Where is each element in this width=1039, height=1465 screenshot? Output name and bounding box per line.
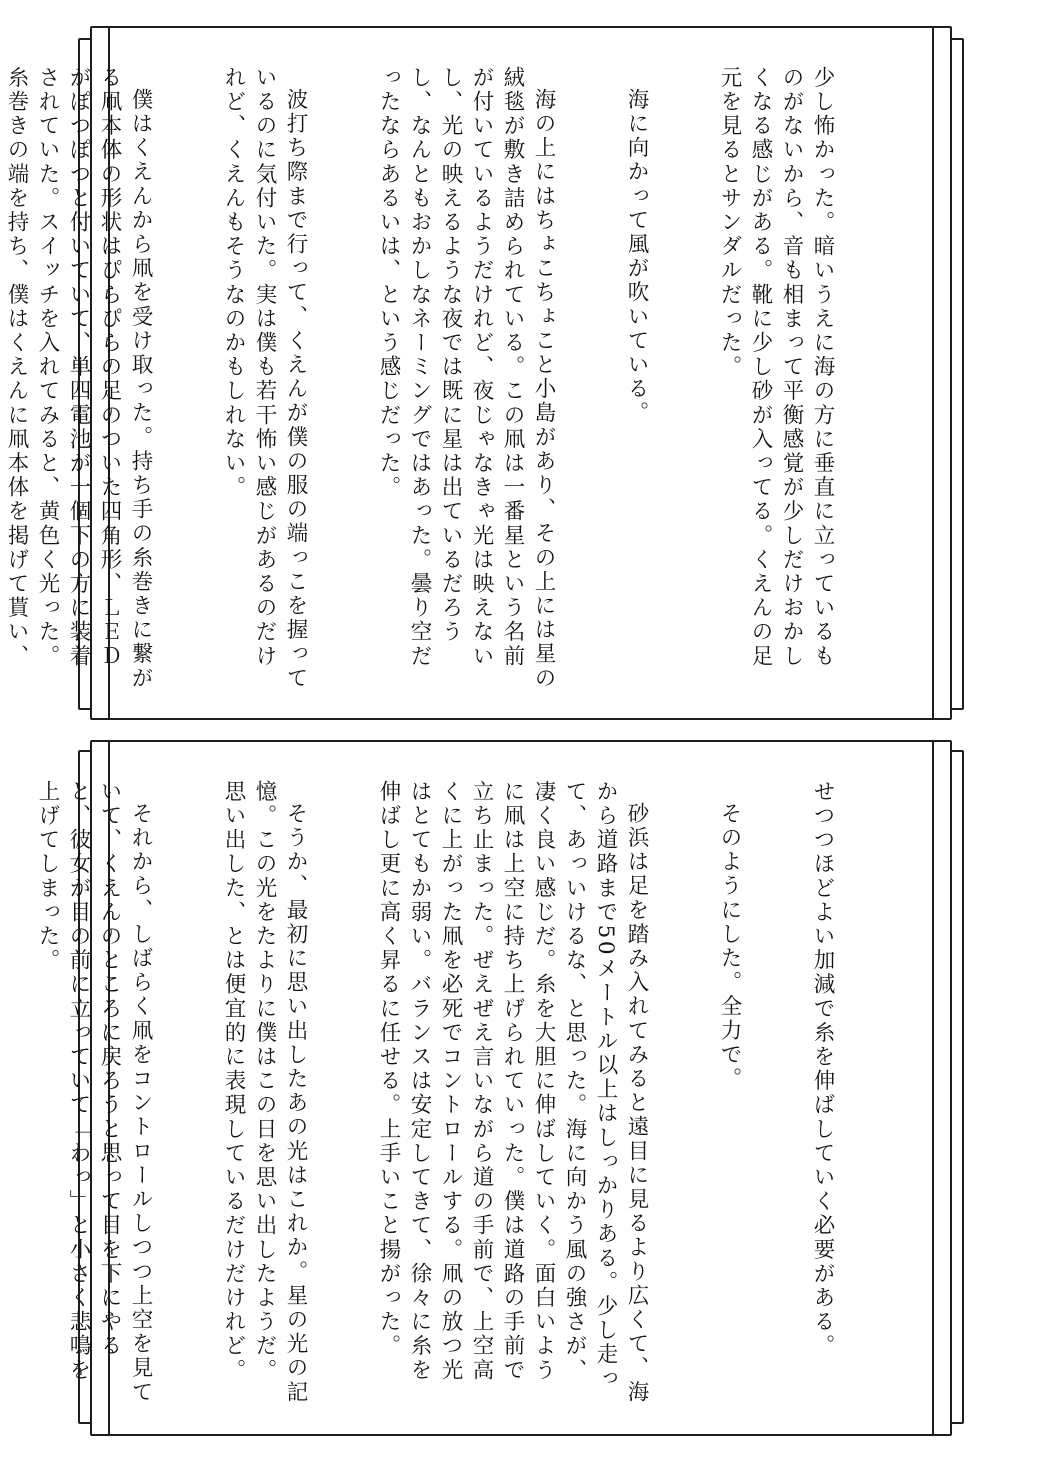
top-vertical-text bbox=[4, 66, 900, 690]
bottom-text-panel bbox=[35, 740, 952, 1436]
bottom-vertical-text bbox=[35, 780, 900, 1406]
top-panel-right-post bbox=[950, 38, 964, 710]
top-text-panel bbox=[4, 26, 952, 720]
bottom-paragraph-5: それから、しばらく凧をコントロールしつつ上空を見ていて、くえんのところに戻ろうと思って目を下にやると、彼女が目の前に立っていて「わっ」と小さく悲鳴を上げてしまった。 bbox=[35, 780, 153, 1404]
bottom-text-area bbox=[35, 780, 900, 1406]
bottom-paragraph-2: そのようにした。全力で。 bbox=[717, 801, 742, 1091]
bottom-paragraph-4: そうか、最初に思い出したあの光はこれか。星の光の記憶。この光をたよりに僕はこの日を思い出したようだ。思い出した、とは便宜的に表現しているだけだけれど。 bbox=[221, 780, 308, 1404]
top-paragraph-5: 僕はくえんから凧を受け取った。持ち手の糸巻きに繋がる凧本体の形状はぴらぴらの足のついた四角形、ＬＥＤがぽつぽつと付いていて、単四電池が一個下の方に装着されていた。スイッチを入れてみると、黄色く光った。糸巻きの端を持ち、僕はくえんに凧本体を掲げて貰い、 bbox=[4, 66, 153, 690]
top-paragraph-1: 少し怖かった。暗いうえに海の方に垂直に立っているものがないから、音も相まって平衡感覚が少しだけおかしくなる感じがある。靴に少し砂が入ってる。くえんの足元を見るとサンダルだった。 bbox=[717, 66, 835, 669]
bottom-panel-right-post bbox=[950, 750, 964, 1424]
bottom-paragraph-3: 砂浜は足を踏み入れてみると遠目に見るより広くて、海から道路まで50メートル以上はしっかりある。少し走って、あっいけるな、と思った。海に向かう風の強さが、凄く良い感じだ。糸を大胆に伸ばしていく。面白いように凧は上空に持ち上げられていった。僕は道路の手前で立ち止まった。ぜえぜえ言いながら道の手前で、上空高くに上がった凧を必死でコントロールする。凧の放つ光はとてもか弱い。バランスは安定してきて、徐々に糸を伸ばし更に高く昇るに任せる。上手いこと揚がった。 bbox=[376, 780, 649, 1404]
top-paragraph-2: 海に向かって風が吹いている。 bbox=[624, 87, 649, 425]
top-text-area bbox=[4, 66, 900, 690]
top-paragraph-3: 海の上にはちょこちょこと小島があり、その上には星の絨毯が敷き詰められている。この凧は一番星という名前が付いているようだけれど、夜じゃなきゃ光は映えないし、光の映えるような夜では既に星は出ているだろうし、なんともおかしなネーミングではあった。曇り空だったならあるいは、という感じだった。 bbox=[376, 66, 556, 690]
top-paragraph-4: 波打ち際まで行って、くえんが僕の服の端っこを握っているのに気付いた。実は僕も若干怖い感じがあるのだけれど、くえんもそうなのかもしれない。 bbox=[221, 66, 308, 690]
bottom-paragraph-1: せつつほどよい加減で糸を伸ばしていく必要がある。 bbox=[810, 780, 835, 1359]
